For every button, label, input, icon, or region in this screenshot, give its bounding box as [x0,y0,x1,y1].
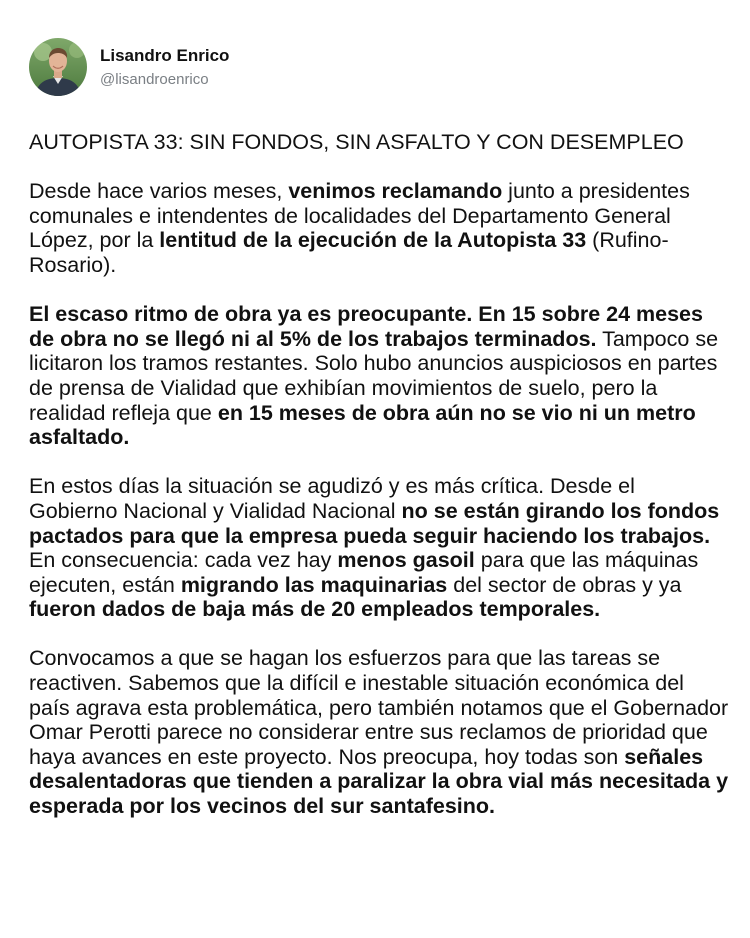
profile-photo-icon [29,38,87,96]
p3-text-3: para que las máquinas ejecuten, están [29,548,699,597]
p3-text-4: del sector de obras y ya [447,572,682,597]
paragraph-2 [29,302,729,450]
p3-bold-2: menos gasoil [337,548,475,573]
author-handle[interactable]: @lisandroenrico [100,70,209,88]
p1-text-2: junto a presidentes comunales e intendentes de localidades del Departamento General López, por la [29,179,690,253]
paragraph-3 [29,474,729,622]
p3-text-1: En estos días la situación se agudizó y es más crítica. Desde el Gobierno Nacional y Vialidad Nacional [29,474,635,523]
tweet-text [29,130,729,843]
p4-text-1: Convocamos a que se hagan los esfuerzos para que las tareas se reactiven. Sabemos que la difícil e inestable situación económica del país agrava esta problemática, pero también notamos que el Gobernador Omar Perotti parece no considerar entre sus reclamos de prioridad que haya avances en este proyecto. Nos preocupa, hoy todas son [29,646,729,769]
p3-text-2: En consecuencia: cada vez hay [29,548,338,573]
paragraph-1 [29,179,729,277]
p3-bold-1: no se están girando los fondos pactados para que la empresa pueda seguir haciendo los trabajos. [29,498,720,548]
author-names [100,45,229,90]
p1-bold-2: lentitud de la ejecución de la Autopista 33 [159,228,587,253]
paragraph-4 [29,646,729,818]
tweet-header [29,38,229,96]
avatar[interactable] [29,38,87,96]
p4-bold-1: señales desalentadoras que tienden a paralizar la obra vial más necesitada y esperada por los vecinos del sur santafesino. [29,744,729,819]
p2-text-1: Tampoco se licitaron los tramos restantes. Solo hubo anuncios auspiciosos en partes de prensa de Vialidad que exhibían movimientos de suelo, pero la realidad refleja que [29,326,719,425]
p1-text-1: Desde hace varios meses, [29,179,289,204]
tweet-title: AUTOPISTA 33: SIN FONDOS, SIN ASFALTO Y CON DESEMPLEO [29,130,684,154]
p3-bold-4: fueron dados de baja más de 20 empleados temporales. [29,597,601,622]
author-display-name[interactable]: Lisandro Enrico [100,45,230,65]
p2-bold-2: en 15 meses de obra aún no se vio ni un metro asfaltado. [29,400,696,450]
p1-text-3: (Rufino-Rosario). [29,228,669,277]
p3-bold-3: migrando las maquinarias [180,572,448,597]
p2-bold-1: El escaso ritmo de obra ya es preocupante. En 15 sobre 24 meses de obra no se llegó ni al 5% de los trabajos terminados. [29,302,703,351]
p1-bold-1: venimos reclamando [288,179,503,204]
